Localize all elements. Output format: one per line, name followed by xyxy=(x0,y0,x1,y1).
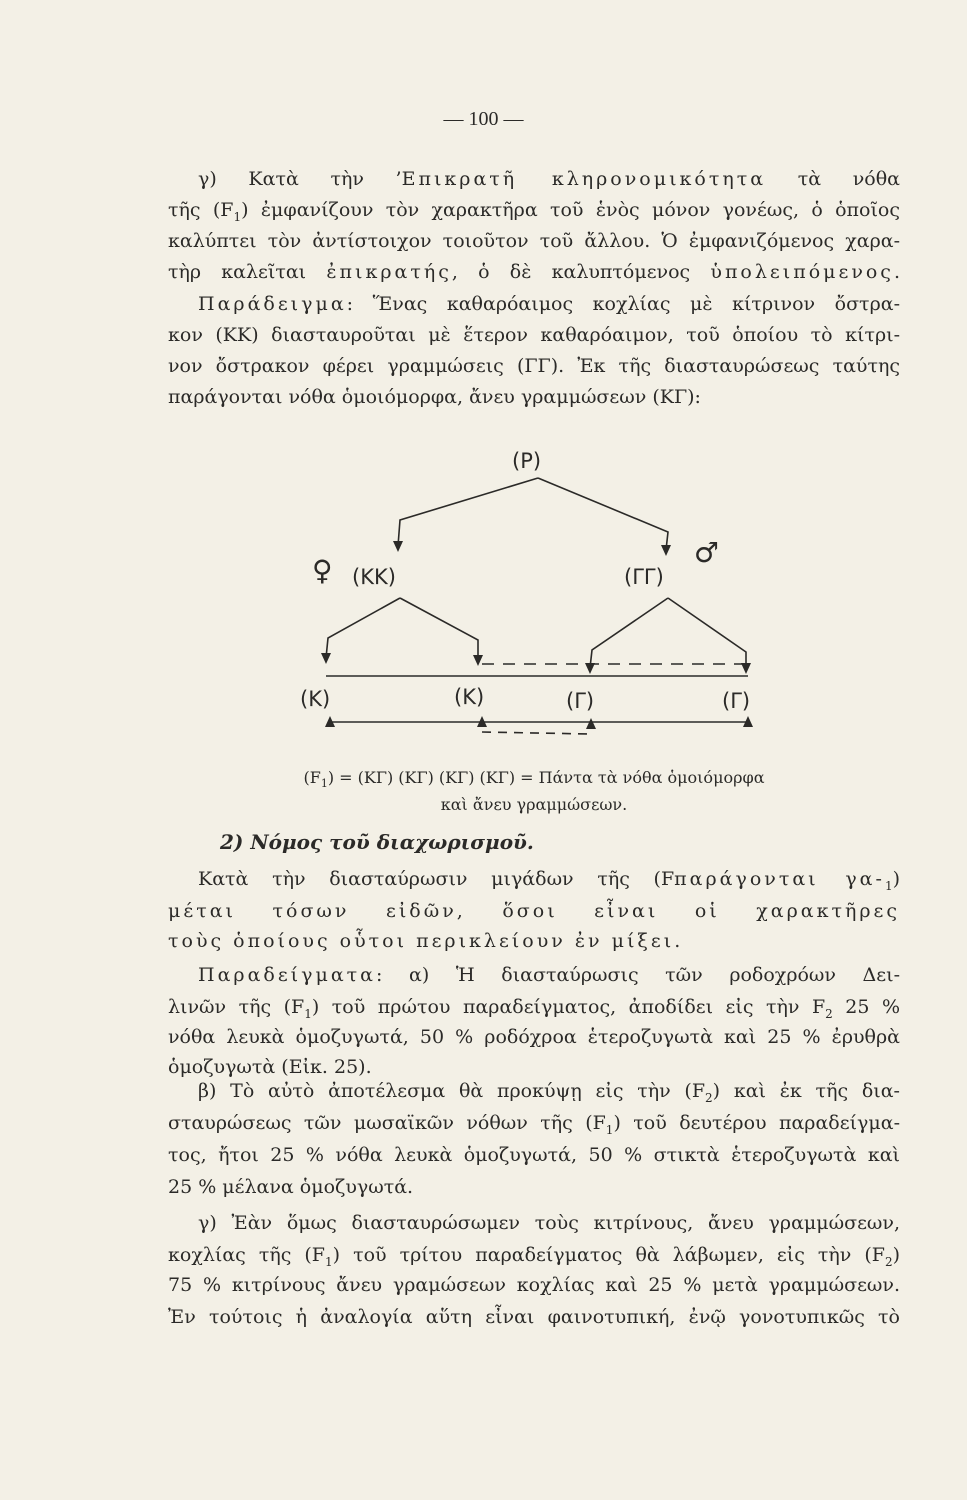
text-fragment: 1 xyxy=(324,1254,333,1269)
text-line xyxy=(198,960,900,990)
arrow-head xyxy=(586,718,596,729)
diagram-line xyxy=(398,478,538,546)
text-fragment: . xyxy=(674,930,681,952)
text-fragment: κον (ΚΚ) διασταυροῦται μὲ ἕτερον καθαρόαιμον, τοῦ ὁποίου τὸ κίτρι- xyxy=(168,324,900,346)
arrow-head xyxy=(393,541,403,552)
text-fragment: γ) Κατὰ τὴν ’ xyxy=(198,168,402,190)
text-fragment: γ) Ἐὰν ὅμως διασταυρώσωμεν τοὺς κιτρίνους, ἄνευ γραμμώσεων, xyxy=(198,1212,900,1234)
text-fragment: . xyxy=(893,261,900,283)
text-fragment: ) τοῦ τρίτου παραδείγματος θὰ λάβωμεν, εἰς τὴν (F xyxy=(332,1244,885,1266)
text-fragment: 25 % xyxy=(832,996,901,1018)
parent-gg-label: (ΓΓ) xyxy=(624,565,664,589)
text-fragment: μέται τόσων εἰδῶν, ὅσοι εἶναι οἱ χαρακτῆρες xyxy=(168,900,900,922)
text-line xyxy=(168,1140,900,1170)
diagram-line xyxy=(538,478,668,550)
text-fragment: β) Τὸ αὐτὸ ἀποτέλεσμα θὰ προκύψῃ εἰς τὴν (F xyxy=(198,1080,706,1102)
f1-caption-line: καὶ ἄνευ γραμμώσεων. xyxy=(440,795,628,814)
text-fragment: 1 xyxy=(605,1122,614,1137)
text-fragment: παράγονται γα- xyxy=(674,868,885,890)
text-fragment: ) τοῦ πρώτου παραδείγματος, ἀποδίδει εἰς τὴν F xyxy=(311,996,826,1018)
arrow-head xyxy=(321,653,331,664)
text-fragment: 1 xyxy=(884,878,893,893)
text-fragment: τὰ νόθα xyxy=(766,168,900,190)
text-fragment: 1 xyxy=(233,209,242,224)
text-fragment: τοὺς ὁποίους οὗτοι περικλείουν ἐν μίξει xyxy=(168,930,675,952)
diagram-line xyxy=(326,598,400,658)
text-fragment: λινῶν τῆς (F xyxy=(168,996,305,1018)
arrow-head xyxy=(741,663,751,674)
text-fragment: , ὁ δὲ καλυπτόμενος xyxy=(451,261,711,283)
diagram-line xyxy=(482,732,590,734)
text-fragment: ) τοῦ δευτέρου παραδείγμα- xyxy=(613,1112,900,1134)
arrow-head xyxy=(473,655,483,666)
diagram-line xyxy=(668,598,746,668)
parent-kk-label: (ΚΚ) xyxy=(352,565,396,589)
text-fragment: : Ἕνας καθαρόαιμος κοχλίας μὲ κίτρινον ὄστρα- xyxy=(346,293,900,315)
text-fragment: Κατὰ τὴν διασταύρωσιν μιγάδων τῆς (F xyxy=(198,868,675,890)
text-fragment: ) xyxy=(892,1244,900,1266)
diagram-line xyxy=(400,598,478,660)
text-fragment: ὁμοζυγωτὰ (Εἰκ. 25). xyxy=(168,1056,372,1078)
text-fragment: Παραδείγματα xyxy=(198,964,377,986)
text-fragment: : α) Ἡ διασταύρωσις τῶν ροδοχρόων Δει- xyxy=(376,964,900,986)
arrow-head xyxy=(585,663,595,674)
text-fragment: 2 xyxy=(884,1254,893,1269)
section-heading: 2) Νόμος τοῦ διαχωρισμοῦ. xyxy=(220,830,534,854)
text-fragment: Ἐν τούτοις ἡ ἀναλογία αὕτη εἶναι φαινοτυπική, ἐνῷ γονοτυπικῶς τὸ xyxy=(168,1306,900,1328)
female-symbol: ♀ xyxy=(312,554,333,587)
text-line xyxy=(168,1270,900,1300)
page-number: — 100 — xyxy=(443,108,524,130)
text-fragment: νον ὄστρακον φέρει γραμμώσεις (ΓΓ). Ἐκ τῆς διασταυρώσεως ταύτης xyxy=(168,355,900,377)
text-fragment: νόθα λευκὰ ὁμοζυγωτά, 50 % ροδόχροα ἑτεροζυγωτὰ καὶ 25 % ἐρυθρὰ xyxy=(168,1026,900,1048)
offspring-label: (Γ) xyxy=(722,689,751,713)
text-fragment: 25 % μέλανα ὁμοζυγωτά. xyxy=(168,1176,414,1198)
text-line xyxy=(168,896,900,926)
text-fragment: τὴρ καλεῖται xyxy=(168,261,327,283)
text-fragment: 1 xyxy=(304,1006,312,1021)
text-fragment: 75 % κιτρίνους ἄνευ γραμώσεων κοχλίας καὶ 25 % μετὰ γραμμώσεων. xyxy=(168,1274,900,1296)
diagram-line xyxy=(590,598,668,668)
text-line xyxy=(168,1022,900,1052)
text-fragment: ) xyxy=(892,868,900,890)
arrow-head xyxy=(661,545,671,556)
text-fragment: τος, ἤτοι 25 % νόθα λευκὰ ὁμοζυγωτά, 50 % στικτὰ ἑτεροζυγωτὰ καὶ xyxy=(168,1144,900,1166)
text-fragment: σταυρώσεως τῶν μωσαϊκῶν νόθων τῆς (F xyxy=(168,1112,606,1134)
f1-caption-line: $(F_1) = (K\Gamma)$ (ΚΓ) (ΚΓ) (ΚΓ) = Πάντα τὰ νόθα ὁμοιόμορφα xyxy=(303,768,765,791)
parent-generation-label: (P) xyxy=(512,449,542,473)
text-fragment: ὑπολειπόμενος xyxy=(710,261,894,283)
text-line xyxy=(168,1302,900,1332)
text-fragment: παράγονται νόθα ὁμοιόμορφα, ἄνευ γραμμώσεων (ΚΓ): xyxy=(168,386,701,408)
text-line xyxy=(168,926,900,956)
offspring-label: (Κ) xyxy=(454,685,485,709)
text-fragment: 2 xyxy=(825,1006,833,1021)
male-symbol: ♂ xyxy=(694,536,720,569)
text-line xyxy=(168,1172,900,1202)
text-fragment: Επικρατῆ κληρονομικότητα xyxy=(401,168,767,190)
text-fragment: 2 xyxy=(705,1090,713,1105)
text-fragment: Παράδειγμα xyxy=(198,293,347,315)
offspring-label: (Κ) xyxy=(300,687,331,711)
text-fragment: καλύπτει τὸν ἀντίστοιχον τοιοῦτον τοῦ ἄλλου. Ὁ ἐμφανιζόμενος χαρα- xyxy=(168,230,900,252)
text-fragment: κοχλίας τῆς (F xyxy=(168,1244,325,1266)
text-fragment: ἐπικρατής xyxy=(326,261,452,283)
text-line xyxy=(198,1208,900,1238)
text-fragment: ) καὶ ἐκ τῆς δια- xyxy=(712,1080,900,1102)
text-fragment: ) ἐμφανίζουν τὸν χαρακτῆρα τοῦ ἑνὸς μόνον γονέως, ὁ ὁποῖος xyxy=(241,199,901,221)
offspring-label: (Γ) xyxy=(566,689,595,713)
text-fragment: τῆς (F xyxy=(168,199,234,221)
